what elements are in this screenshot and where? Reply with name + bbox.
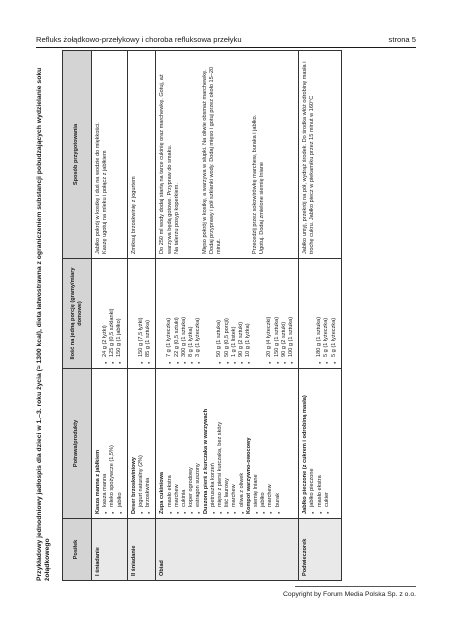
list-item: ● 7 g (1 łyżeczka)	[166, 263, 173, 357]
list-item: ● 150 g (1 sztuka)	[274, 263, 281, 357]
list-item: ● siemię lniane	[253, 373, 260, 507]
prep-cell: Jabłko umyj, przekrój na pół, wydrąż środek. Do środka włóż odrobinę masła i trochę cukru. Jabłko piecz w piekarniku przez 15 minut w 160°C	[299, 51, 342, 259]
list-item: ● jabłko	[117, 373, 124, 507]
col-header-meal: Posiłek	[63, 519, 92, 581]
list-item: ● jogurt naturalny (2%)	[138, 373, 145, 507]
list-item: ● 85 g (1 sztuka)	[145, 263, 152, 357]
ingredient-list	[309, 373, 331, 514]
prep-text: Przecedzij przez sokowirówkę marchew, buraka i jabłko. Ugotuj. Dodaj zmielone siemię lniane	[251, 114, 265, 254]
list-item: ● masło ekstra	[317, 373, 324, 507]
list-item: ● 10 g (1 łyżka)	[245, 263, 252, 357]
list-item: ● 50 g (1 sztuka)	[216, 263, 223, 357]
list-item: ● liść laurowy	[224, 373, 231, 507]
amount-cell	[92, 259, 128, 369]
list-item: ● 8 g (1 łyżka)	[188, 263, 195, 357]
amount-list	[316, 263, 338, 364]
header-title: Refluks żołądkowo-przełykowy i choroba refluksowa przełyku	[36, 35, 242, 44]
rotated-table-section	[36, 45, 416, 585]
dish-cell	[127, 369, 156, 519]
col-header-prep: Sposób przygotowania	[63, 51, 92, 259]
table-header-row	[63, 51, 92, 581]
list-item: ● mięso z piersi kurczaka, bez skóry	[217, 373, 224, 507]
dish-name: Zupa cukiniowa	[159, 472, 166, 514]
meal-name: Obiad	[156, 519, 299, 581]
list-item: ● burak	[275, 373, 282, 507]
amount-list	[138, 263, 152, 364]
amount-list	[102, 263, 124, 364]
meal-name: I śniadanie	[92, 519, 128, 581]
dish-name: Kompot warzywno-owocowy	[245, 437, 252, 514]
dish-name: Jabłko pieczone (z cukrem i odrobiną masła)	[302, 395, 309, 514]
ingredient-list	[167, 373, 203, 514]
prep-cell	[156, 51, 299, 259]
copyright-footer: Copyright by Forum Media Polska Sp. z o.o.	[283, 591, 416, 598]
col-header-amount: Ilość na jedną porcję (gramy/miary domowe)	[63, 259, 92, 369]
list-item: ● jabłko pieczone	[309, 373, 316, 507]
dish-cell	[299, 369, 342, 519]
table-caption: Przykładowy jednodniowy jadłospis dla dzieci w 1.–3. roku życia (≈ 1300 kcal), dieta łatwostrawna z ograniczeniem substancji pobudzających wydzielanie soku żołądkowego	[36, 67, 52, 581]
list-item: ● 5 g (1 łyżeczka)	[331, 263, 338, 357]
meal-name: Podwieczorek	[299, 519, 342, 581]
list-item: ● marchew	[267, 373, 274, 507]
amount-cell	[127, 259, 156, 369]
prep-cell: Jabłko pokrój w kostkę i duś na wodzie do miękkości. Kaszę ugotuj na mleku i połącz z jabłkiem	[92, 51, 128, 259]
table-row	[127, 51, 156, 581]
list-item: ● 1 g (1 listek)	[231, 263, 238, 357]
ingredient-list	[210, 373, 246, 514]
footer-divider	[295, 586, 416, 587]
list-item: ● pietruszka korzeń	[210, 373, 217, 507]
prep-text: Mięso pokrój w kostkę, a warzywa w słupki. Na oliwie obsmaż marchewkę. Dodaj przyprawy i pół szklanki wody. Dodaj mięso i gotuj przez około 15–20 minut.	[202, 66, 223, 254]
ingredient-list	[138, 373, 152, 514]
list-item: ● 90 g (2 sztuki)	[281, 263, 288, 357]
list-item: ● 150 g (7,5 łyżki)	[138, 263, 145, 357]
list-item: ● marchew	[174, 373, 181, 507]
table-row	[299, 51, 342, 581]
table-row	[92, 51, 128, 581]
list-item: ● 150 g (1 jabłko)	[116, 263, 123, 357]
list-item: ● mleko spożywcze (1,5%)	[109, 373, 116, 507]
amount-list	[266, 263, 295, 364]
list-item: ● 100 g (1 sztuka)	[288, 263, 295, 357]
ingredient-list	[102, 373, 124, 514]
list-item: ● 300 g (1 sztuka)	[181, 263, 188, 357]
list-item: ● oliwa z oliwek	[239, 373, 246, 507]
list-item: ● estragon suszony	[195, 373, 202, 507]
amount-cell	[156, 259, 299, 369]
list-item: ● masło ekstra	[167, 373, 174, 507]
list-item: ● 90 g (2 sztuki)	[238, 263, 245, 357]
list-item: ● cukinia	[181, 373, 188, 507]
list-item: ● 50 g (0,5 porcji)	[224, 263, 231, 357]
amount-cell	[299, 259, 342, 369]
meal-name: II śniadanie	[127, 519, 156, 581]
amount-list	[216, 263, 252, 364]
list-item: ● 22 g (0,5 sztuki)	[174, 263, 181, 357]
list-item: ● 125 g (0,5 szklanki)	[109, 263, 116, 357]
list-item: ● 180 g (1 sztuka)	[316, 263, 323, 357]
dish-name: Deser brzoskwiniowy	[130, 457, 137, 514]
table-row	[156, 51, 299, 581]
amount-list	[166, 263, 202, 364]
menu-table	[62, 50, 342, 581]
dish-name: Kasza manna z jabłkiem	[95, 449, 101, 514]
list-item: ● jabłko	[260, 373, 267, 507]
list-item: ● 3 g (1 łyżeczka)	[195, 263, 202, 357]
page-number: strona 5	[388, 35, 416, 44]
list-item: ● 5 g (1 łyżeczka)	[323, 263, 330, 357]
prep-text: Do 250 ml wody dodaj startą na tarce cukinię oraz marchewkę. Gotuj, aż warzywa będą gotowe. Przypraw do smaku. Na talerzu posyp koperkiem.	[159, 74, 180, 254]
list-item: ● marchew	[231, 373, 238, 507]
list-item: ● 20 g (4 łyżeczki)	[266, 263, 273, 357]
col-header-dish: Potrawa/produkty	[63, 369, 92, 519]
dish-cell	[92, 369, 128, 519]
dish-cell	[156, 369, 299, 519]
list-item: ● brzoskwinia	[145, 373, 152, 507]
list-item: ● 24 g (2 łyżki)	[102, 263, 109, 357]
list-item: ● kasza manna	[102, 373, 109, 507]
dish-name: Duszona pierś z kurczaka w warzywach	[202, 408, 209, 514]
prep-cell: Zmiksuj brzoskwinię z jogurtem	[127, 51, 156, 259]
ingredient-list	[253, 373, 282, 514]
list-item: ● cukier	[324, 373, 331, 507]
list-item: ● koper ogrodowy	[188, 373, 195, 507]
